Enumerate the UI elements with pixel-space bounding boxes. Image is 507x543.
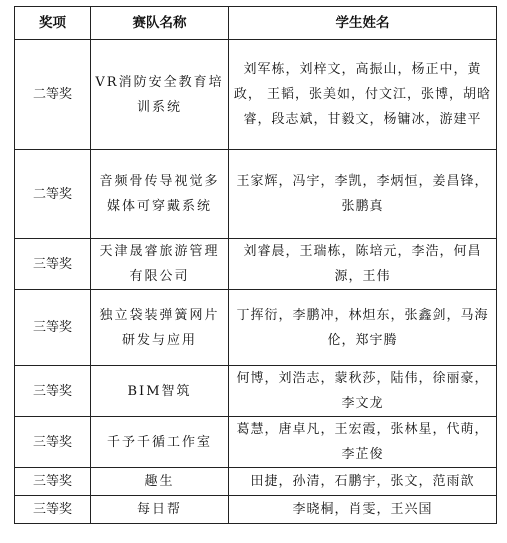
table-row bbox=[15, 290, 497, 366]
award-cell: 三等奖 bbox=[15, 239, 91, 290]
team-name-cell: BIM智筑 bbox=[91, 366, 229, 417]
header-row bbox=[15, 7, 497, 40]
team-name-cell: 独立袋装弹簧网片研发与应用 bbox=[91, 290, 229, 366]
table-row bbox=[15, 150, 497, 239]
team-name-cell: 音频骨传导视觉多媒体可穿戴系统 bbox=[91, 150, 229, 239]
team-name-cell: 天津晟睿旅游管理有限公司 bbox=[91, 239, 229, 290]
award-cell: 三等奖 bbox=[15, 417, 91, 468]
table-row bbox=[15, 468, 497, 496]
student-names-cell: 田捷，孙清，石鹏宇，张文，范雨歆 bbox=[229, 468, 497, 496]
header-student-names: 学生姓名 bbox=[229, 7, 497, 40]
table-row bbox=[15, 417, 497, 468]
award-cell: 二等奖 bbox=[15, 40, 91, 150]
team-name-cell: 趣生 bbox=[91, 468, 229, 496]
student-names-cell: 丁挥衍，李鹏冲，林炟东，张鑫剑，马海伦，郑宇腾 bbox=[229, 290, 497, 366]
team-name-cell: 每日帮 bbox=[91, 496, 229, 524]
award-cell: 三等奖 bbox=[15, 290, 91, 366]
student-names-cell: 葛慧，唐卓凡，王宏霞，张林星，代萌，李芷俊 bbox=[229, 417, 497, 468]
student-names-cell: 刘军栋，刘梓文，高振山，杨正中，黄政， 王韬，张美如，付文江，张博，胡晗睿，段志斌，甘毅文，杨镛冰，游建平 bbox=[229, 40, 497, 150]
student-names-cell: 王家辉，冯宇，李凯，李炳恒，姜昌锋，张鹏真 bbox=[229, 150, 497, 239]
table-row bbox=[15, 40, 497, 150]
awards-table bbox=[14, 6, 497, 524]
table-row bbox=[15, 496, 497, 524]
table-row bbox=[15, 366, 497, 417]
student-names-cell: 刘睿晨，王瑞栋，陈培元，李浩，何昌源，王伟 bbox=[229, 239, 497, 290]
award-cell: 三等奖 bbox=[15, 366, 91, 417]
table-row bbox=[15, 239, 497, 290]
award-cell: 三等奖 bbox=[15, 468, 91, 496]
header-award: 奖项 bbox=[15, 7, 91, 40]
team-name-cell: 千予千循工作室 bbox=[91, 417, 229, 468]
student-names-cell: 李晓桐，肖雯，王兴国 bbox=[229, 496, 497, 524]
award-cell: 二等奖 bbox=[15, 150, 91, 239]
award-cell: 三等奖 bbox=[15, 496, 91, 524]
header-team-name: 赛队名称 bbox=[91, 7, 229, 40]
team-name-cell: VR消防安全教育培训系统 bbox=[91, 40, 229, 150]
student-names-cell: 何博，刘浩志，蒙秋莎，陆伟，徐丽豪，李文龙 bbox=[229, 366, 497, 417]
